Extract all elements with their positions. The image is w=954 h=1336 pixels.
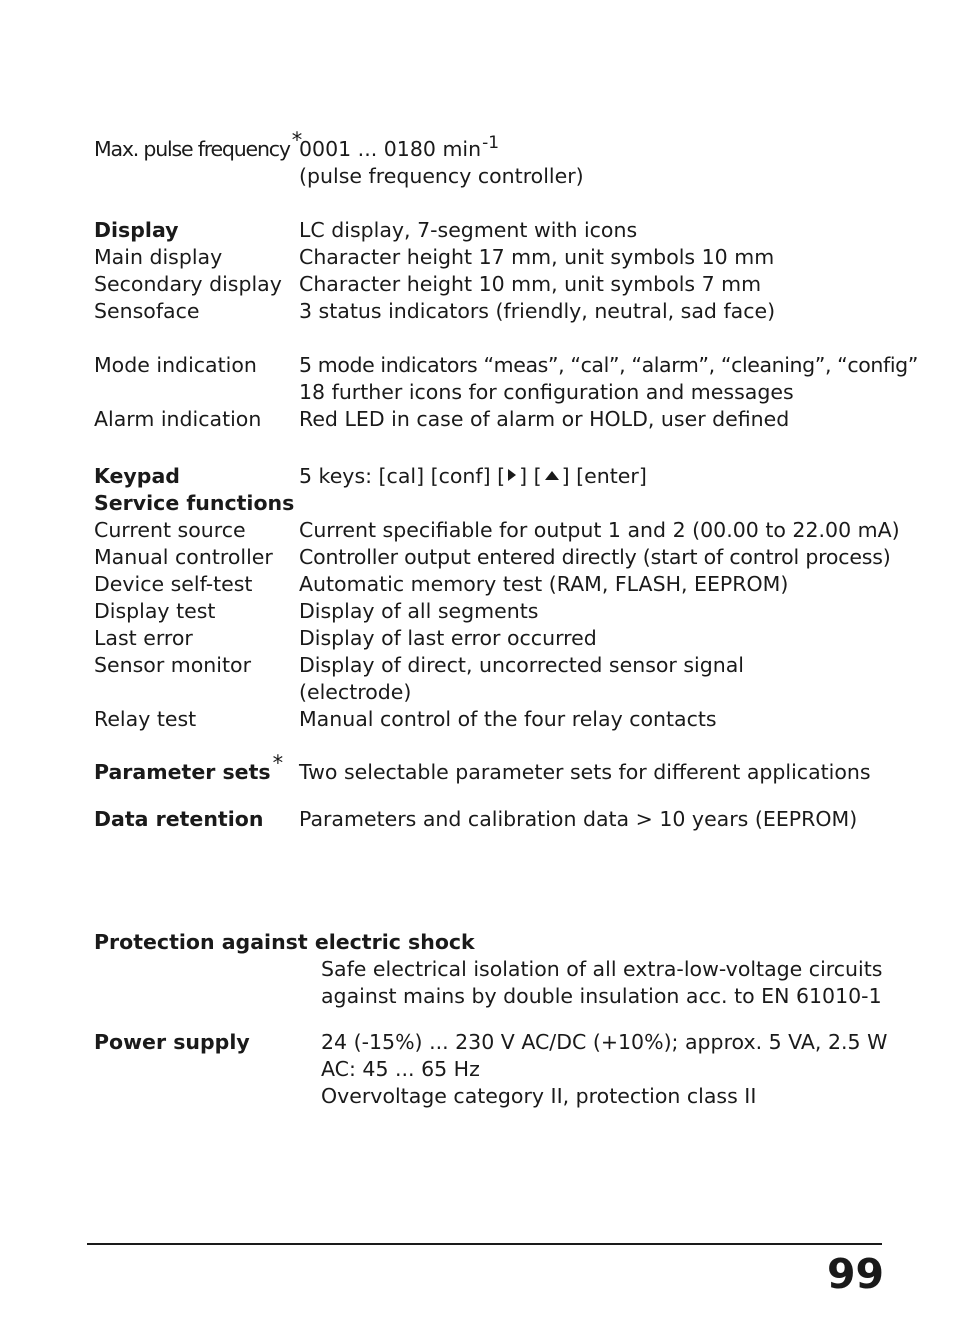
last-error-value: Display of last error occurred xyxy=(299,626,597,650)
triangle-right-icon xyxy=(508,469,516,481)
page-number: 99 xyxy=(827,1250,885,1298)
protection-value: Safe electrical isolation of all extra-low-voltage circuits xyxy=(321,957,883,981)
keypad-label: Keypad xyxy=(94,464,180,488)
secondary-display-label: Secondary display xyxy=(94,272,282,296)
keypad-value-part-a: 5 keys: [cal] [conf] [ xyxy=(299,464,506,488)
max-pulse-frequency-value xyxy=(299,133,500,165)
device-self-test-label: Device self-test xyxy=(94,572,253,596)
relay-test-value: Manual control of the four relay contacts xyxy=(299,707,717,731)
footer-divider xyxy=(87,1243,882,1245)
data-retention-value: Parameters and calibration data > 10 years (EEPROM) xyxy=(299,807,858,831)
parameter-sets-label xyxy=(94,751,284,786)
parameter-sets-value: Two selectable parameter sets for different applications xyxy=(299,760,871,784)
alarm-indication-label: Alarm indication xyxy=(94,407,262,431)
last-error-label: Last error xyxy=(94,626,193,650)
sensor-monitor-value-2: (electrode) xyxy=(299,680,412,704)
current-source-value: Current specifiable for output 1 and 2 (00.00 to 22.00 mA) xyxy=(299,518,900,542)
relay-test-label: Relay test xyxy=(94,707,197,731)
unit-exponent: -1 xyxy=(482,133,500,153)
footnote-asterisk: * xyxy=(291,128,302,152)
triangle-up-icon xyxy=(545,471,559,480)
power-supply-label: Power supply xyxy=(94,1030,250,1054)
power-supply-value: 24 (-15%) ... 230 V AC/DC (+10%); approx. 5 VA, 2.5 W xyxy=(321,1030,888,1054)
max-pulse-frequency-value-text: 0001 ... 0180 min xyxy=(299,137,482,161)
device-self-test-value: Automatic memory test (RAM, FLASH, EEPROM) xyxy=(299,572,789,596)
max-pulse-frequency-label-text: Max. pulse frequency xyxy=(94,137,290,161)
data-retention-label: Data retention xyxy=(94,807,264,831)
parameter-sets-label-text: Parameter sets xyxy=(94,760,271,784)
max-pulse-frequency-value-2: (pulse frequency controller) xyxy=(299,164,584,188)
power-supply-value-2: AC: 45 ... 65 Hz xyxy=(321,1057,480,1081)
sensoface-value: 3 status indicators (friendly, neutral, sad face) xyxy=(299,299,776,323)
main-display-label: Main display xyxy=(94,245,223,269)
power-supply-value-3: Overvoltage category II, protection class II xyxy=(321,1084,757,1108)
mode-indication-label: Mode indication xyxy=(94,353,257,377)
manual-controller-value: Controller output entered directly (start of control process) xyxy=(299,545,891,569)
current-source-label: Current source xyxy=(94,518,246,542)
manual-controller-label: Manual controller xyxy=(94,545,273,569)
display-test-label: Display test xyxy=(94,599,216,623)
footnote-asterisk: * xyxy=(272,751,284,775)
display-value: LC display, 7-segment with icons xyxy=(299,218,638,242)
mode-indication-value-2: 18 further icons for configuration and messages xyxy=(299,380,794,404)
protection-value-2: against mains by double insulation acc. to EN 61010-1 xyxy=(321,984,882,1008)
keypad-value-part-b: ] [ xyxy=(519,464,542,488)
sensor-monitor-value: Display of direct, uncorrected sensor signal xyxy=(299,653,744,677)
main-display-value: Character height 17 mm, unit symbols 10 mm xyxy=(299,245,775,269)
sensoface-label: Sensoface xyxy=(94,299,200,323)
secondary-display-value: Character height 10 mm, unit symbols 7 mm xyxy=(299,272,762,296)
sensor-monitor-label: Sensor monitor xyxy=(94,653,251,677)
max-pulse-frequency-label xyxy=(94,128,302,163)
keypad-value xyxy=(299,463,647,490)
service-functions-label: Service functions xyxy=(94,491,295,515)
alarm-indication-value: Red LED in case of alarm or HOLD, user defined xyxy=(299,407,790,431)
display-test-value: Display of all segments xyxy=(299,599,539,623)
display-label: Display xyxy=(94,218,179,242)
mode-indication-value: 5 mode indicators “meas”, “cal”, “alarm”, “cleaning”, “config” xyxy=(299,353,918,377)
protection-label: Protection against electric shock xyxy=(94,930,475,954)
keypad-value-part-c: ] [enter] xyxy=(561,464,647,488)
